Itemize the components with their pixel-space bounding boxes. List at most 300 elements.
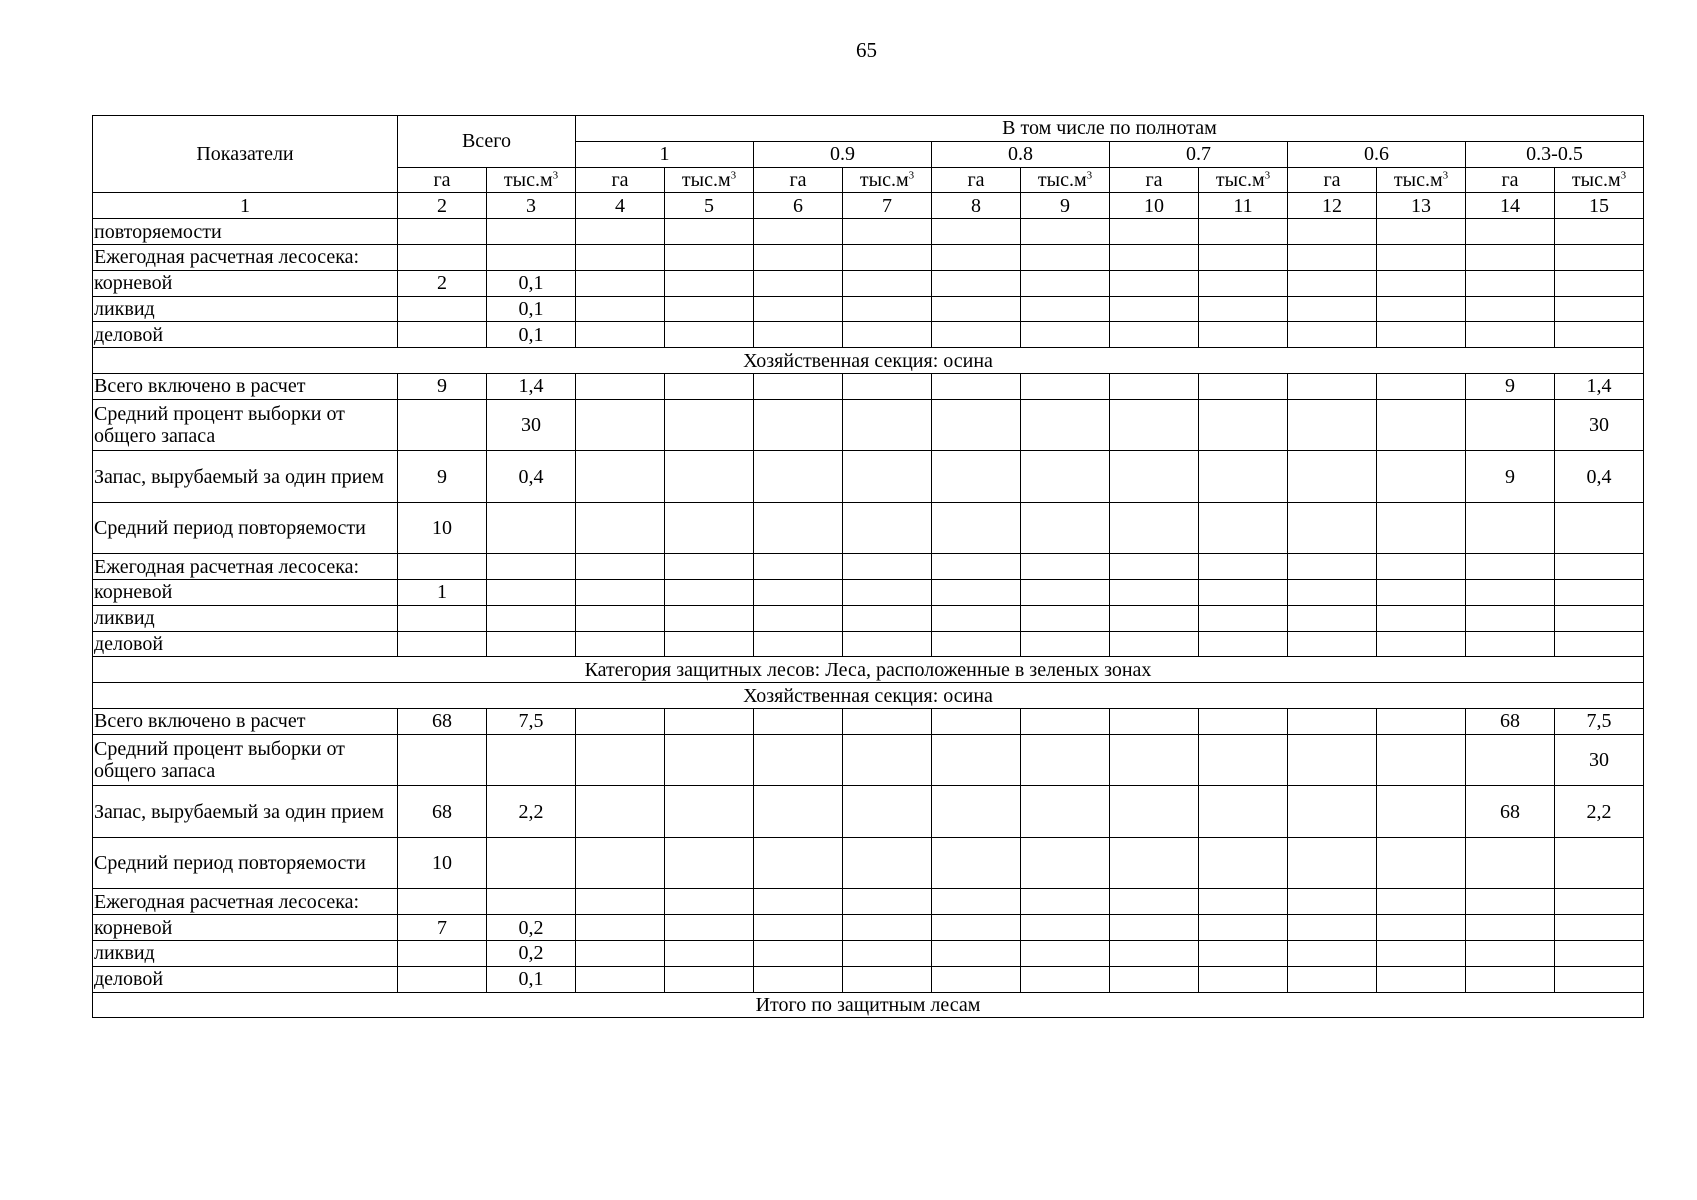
table-cell xyxy=(1466,889,1555,915)
unit-ha-header: га xyxy=(1466,167,1555,193)
row-label: Средний процент выборки от общего запаса xyxy=(93,399,398,451)
table-cell xyxy=(1377,580,1466,606)
including-header: В том числе по полнотам xyxy=(576,116,1644,142)
row-label: деловой xyxy=(93,966,398,992)
table-cell xyxy=(932,786,1021,838)
table-cell xyxy=(754,889,843,915)
table-cell xyxy=(665,270,754,296)
table-cell xyxy=(932,373,1021,399)
table-cell xyxy=(1466,244,1555,270)
unit-ha-header: га xyxy=(932,167,1021,193)
table-cell xyxy=(665,631,754,657)
table-cell xyxy=(665,709,754,735)
table-cell xyxy=(398,399,487,451)
table-cell xyxy=(398,322,487,348)
column-number: 9 xyxy=(1021,193,1110,219)
row-label: ликвид xyxy=(93,605,398,631)
table-cell xyxy=(1466,502,1555,554)
table-cell xyxy=(398,219,487,245)
table-cell xyxy=(487,889,576,915)
density-header: 0.6 xyxy=(1288,141,1466,167)
table-cell xyxy=(1021,709,1110,735)
table-cell xyxy=(843,399,932,451)
table-cell xyxy=(1110,451,1199,503)
table-cell xyxy=(398,966,487,992)
table-row xyxy=(93,734,1644,786)
table-cell xyxy=(665,502,754,554)
table-cell xyxy=(1288,940,1377,966)
unit-volume-exponent: 3 xyxy=(908,169,915,182)
table-cell xyxy=(1199,786,1288,838)
table-cell xyxy=(932,709,1021,735)
row-label: Всего включено в расчет xyxy=(93,373,398,399)
table-cell xyxy=(754,940,843,966)
table-cell xyxy=(398,296,487,322)
table-cell xyxy=(754,244,843,270)
table-cell xyxy=(1288,244,1377,270)
table-cell xyxy=(1199,734,1288,786)
table-cell xyxy=(1110,940,1199,966)
table-cell xyxy=(1377,322,1466,348)
table-cell xyxy=(1466,322,1555,348)
table-cell xyxy=(576,631,665,657)
table-cell xyxy=(665,219,754,245)
table-cell xyxy=(1288,837,1377,889)
table-cell xyxy=(754,966,843,992)
unit-volume-header xyxy=(843,167,932,193)
table-cell xyxy=(1466,580,1555,606)
unit-volume-text: тыс.м xyxy=(681,168,731,191)
table-cell xyxy=(1466,966,1555,992)
table-cell xyxy=(576,554,665,580)
table-cell xyxy=(1110,270,1199,296)
table-cell xyxy=(487,554,576,580)
table-cell xyxy=(1199,940,1288,966)
table-cell xyxy=(1288,219,1377,245)
table-cell xyxy=(1199,219,1288,245)
unit-volume-exponent: 3 xyxy=(1442,169,1449,182)
row-label: корневой xyxy=(93,270,398,296)
table-row xyxy=(93,605,1644,631)
table-cell xyxy=(665,373,754,399)
table-cell xyxy=(665,940,754,966)
table-cell xyxy=(1555,219,1644,245)
table-cell xyxy=(1110,837,1199,889)
table-cell xyxy=(1110,219,1199,245)
table-cell xyxy=(1110,554,1199,580)
column-number: 11 xyxy=(1199,193,1288,219)
table-cell: 2 xyxy=(398,270,487,296)
table-cell xyxy=(1555,270,1644,296)
table-cell xyxy=(487,502,576,554)
table-cell xyxy=(843,915,932,941)
table-row xyxy=(93,966,1644,992)
table-cell xyxy=(1377,502,1466,554)
table-cell xyxy=(1110,631,1199,657)
unit-volume-exponent: 3 xyxy=(1620,169,1627,182)
table-cell xyxy=(932,631,1021,657)
column-number: 5 xyxy=(665,193,754,219)
table-cell xyxy=(843,296,932,322)
table-cell xyxy=(754,399,843,451)
table-cell xyxy=(1021,244,1110,270)
table-cell xyxy=(1021,502,1110,554)
table-row xyxy=(93,399,1644,451)
table-cell: 68 xyxy=(398,786,487,838)
table-row xyxy=(93,554,1644,580)
table-row xyxy=(93,915,1644,941)
table-cell xyxy=(932,889,1021,915)
table-cell xyxy=(1555,296,1644,322)
table-cell xyxy=(932,915,1021,941)
table-cell xyxy=(1377,631,1466,657)
table-cell xyxy=(1555,889,1644,915)
table-cell xyxy=(754,734,843,786)
table-cell xyxy=(1199,244,1288,270)
table-cell xyxy=(1021,322,1110,348)
total-header: Всего xyxy=(398,116,576,168)
table-cell xyxy=(1199,837,1288,889)
table-cell: 30 xyxy=(1555,399,1644,451)
table-cell xyxy=(1021,966,1110,992)
table-cell: 9 xyxy=(1466,451,1555,503)
table-cell xyxy=(398,631,487,657)
row-label: Средний процент выборки от общего запаса xyxy=(93,734,398,786)
table-cell xyxy=(1377,915,1466,941)
table-cell xyxy=(1377,709,1466,735)
table-cell: 68 xyxy=(398,709,487,735)
table-cell xyxy=(1288,554,1377,580)
table-cell xyxy=(754,502,843,554)
table-cell xyxy=(487,631,576,657)
table-cell xyxy=(843,966,932,992)
table-row xyxy=(93,296,1644,322)
column-number: 13 xyxy=(1377,193,1466,219)
table-cell xyxy=(843,502,932,554)
table-cell xyxy=(1466,940,1555,966)
table-cell: 0,2 xyxy=(487,915,576,941)
table-cell: 0,1 xyxy=(487,966,576,992)
table-cell xyxy=(1199,580,1288,606)
table-cell xyxy=(1199,451,1288,503)
page-number: 65 xyxy=(856,38,877,62)
table-cell xyxy=(1288,399,1377,451)
section-title: Итого по защитным лесам xyxy=(93,992,1644,1018)
table-cell xyxy=(1466,270,1555,296)
table-cell xyxy=(1555,322,1644,348)
table-cell: 2,2 xyxy=(487,786,576,838)
table-cell xyxy=(843,709,932,735)
table-cell xyxy=(1377,399,1466,451)
table-cell xyxy=(398,244,487,270)
table-cell xyxy=(487,605,576,631)
row-label: ликвид xyxy=(93,296,398,322)
table-cell xyxy=(1555,966,1644,992)
table-cell xyxy=(1555,605,1644,631)
table-cell xyxy=(1377,605,1466,631)
table-cell xyxy=(576,734,665,786)
table-cell xyxy=(1377,837,1466,889)
table-cell xyxy=(1021,270,1110,296)
table-cell xyxy=(1288,580,1377,606)
table-cell xyxy=(1021,889,1110,915)
table-cell xyxy=(754,786,843,838)
unit-volume-header xyxy=(1199,167,1288,193)
table-row xyxy=(93,270,1644,296)
table-cell xyxy=(398,734,487,786)
table-cell xyxy=(1555,940,1644,966)
table-cell xyxy=(1288,734,1377,786)
table-cell xyxy=(754,631,843,657)
table-cell xyxy=(1377,244,1466,270)
table-cell: 9 xyxy=(398,373,487,399)
table-cell xyxy=(1021,940,1110,966)
table-cell xyxy=(1110,296,1199,322)
table-cell: 0,1 xyxy=(487,296,576,322)
column-number: 14 xyxy=(1466,193,1555,219)
table-cell: 7,5 xyxy=(487,709,576,735)
table-cell xyxy=(1110,786,1199,838)
table-cell xyxy=(843,889,932,915)
table-cell xyxy=(1377,219,1466,245)
table-cell xyxy=(487,219,576,245)
table-cell: 1,4 xyxy=(1555,373,1644,399)
table-cell: 10 xyxy=(398,502,487,554)
unit-ha-header: га xyxy=(754,167,843,193)
table-cell xyxy=(1377,373,1466,399)
table-cell xyxy=(1466,631,1555,657)
table-cell xyxy=(1110,915,1199,941)
indicator-header: Показатели xyxy=(93,116,398,193)
table-cell xyxy=(932,219,1021,245)
table-cell xyxy=(576,502,665,554)
table-cell xyxy=(932,399,1021,451)
table-cell xyxy=(665,889,754,915)
table-cell xyxy=(1021,605,1110,631)
table-cell xyxy=(576,270,665,296)
table-cell xyxy=(1021,296,1110,322)
row-label: Ежегодная расчетная лесосека: xyxy=(93,554,398,580)
table-cell xyxy=(1466,554,1555,580)
table-cell xyxy=(1288,605,1377,631)
table-cell xyxy=(843,837,932,889)
table-header xyxy=(93,116,1644,219)
table-cell xyxy=(1466,915,1555,941)
column-number: 8 xyxy=(932,193,1021,219)
table-cell: 9 xyxy=(398,451,487,503)
table-cell xyxy=(1110,244,1199,270)
section-row xyxy=(93,992,1644,1018)
row-label: повторяемости xyxy=(93,219,398,245)
unit-volume-exponent: 3 xyxy=(1264,169,1271,182)
table-cell xyxy=(665,296,754,322)
unit-volume-header xyxy=(1377,167,1466,193)
unit-volume-header xyxy=(487,167,576,193)
table-cell xyxy=(1377,940,1466,966)
table-cell xyxy=(1288,451,1377,503)
row-label: корневой xyxy=(93,580,398,606)
table-cell xyxy=(665,451,754,503)
section-title: Категория защитных лесов: Леса, расположенные в зеленых зонах xyxy=(93,657,1644,683)
table-cell xyxy=(1110,322,1199,348)
table-cell xyxy=(665,580,754,606)
table-cell xyxy=(1021,399,1110,451)
table-cell: 1 xyxy=(398,580,487,606)
table-cell xyxy=(1199,373,1288,399)
table-row xyxy=(93,940,1644,966)
table-cell xyxy=(1110,709,1199,735)
unit-ha-header: га xyxy=(1110,167,1199,193)
table-cell xyxy=(932,451,1021,503)
column-number: 1 xyxy=(93,193,398,219)
table-cell xyxy=(1199,631,1288,657)
table-cell xyxy=(398,605,487,631)
table-cell xyxy=(576,966,665,992)
table-cell xyxy=(932,502,1021,554)
table-cell xyxy=(1288,502,1377,554)
table-cell xyxy=(1199,966,1288,992)
table-cell xyxy=(1199,554,1288,580)
table-cell xyxy=(932,296,1021,322)
table-cell xyxy=(1555,502,1644,554)
density-header: 0.9 xyxy=(754,141,932,167)
unit-volume-text: тыс.м xyxy=(503,168,553,191)
table-cell xyxy=(1377,451,1466,503)
table-cell xyxy=(843,631,932,657)
table-cell xyxy=(932,837,1021,889)
table-cell xyxy=(665,786,754,838)
density-header: 0.7 xyxy=(1110,141,1288,167)
table-cell xyxy=(843,219,932,245)
table-cell xyxy=(1555,554,1644,580)
table-cell xyxy=(576,915,665,941)
section-title: Хозяйственная секция: осина xyxy=(93,683,1644,709)
unit-volume-text: тыс.м xyxy=(1393,168,1443,191)
table-cell xyxy=(932,605,1021,631)
table-cell xyxy=(1110,580,1199,606)
table-cell xyxy=(576,605,665,631)
unit-ha-header: га xyxy=(398,167,487,193)
table-cell xyxy=(843,270,932,296)
table-cell xyxy=(1466,837,1555,889)
table-cell xyxy=(665,966,754,992)
table-cell xyxy=(665,244,754,270)
table-cell xyxy=(1199,889,1288,915)
table-cell xyxy=(1466,219,1555,245)
table-cell xyxy=(665,734,754,786)
table-cell: 0,2 xyxy=(487,940,576,966)
row-label: корневой xyxy=(93,915,398,941)
table-cell xyxy=(843,786,932,838)
table-cell xyxy=(576,786,665,838)
table-cell xyxy=(576,940,665,966)
table-cell xyxy=(665,399,754,451)
table-cell xyxy=(754,219,843,245)
table-cell xyxy=(1288,915,1377,941)
table-cell xyxy=(754,605,843,631)
row-label: Ежегодная расчетная лесосека: xyxy=(93,889,398,915)
table-cell xyxy=(1110,605,1199,631)
row-label: Средний период повторяемости xyxy=(93,837,398,889)
unit-volume-header xyxy=(1555,167,1644,193)
table-cell xyxy=(1377,889,1466,915)
table-cell xyxy=(1377,786,1466,838)
table-cell xyxy=(1555,915,1644,941)
row-label: деловой xyxy=(93,322,398,348)
table-cell xyxy=(1466,296,1555,322)
table-row xyxy=(93,322,1644,348)
table-row xyxy=(93,786,1644,838)
table-cell xyxy=(843,451,932,503)
column-number: 15 xyxy=(1555,193,1644,219)
table-cell xyxy=(665,837,754,889)
table-cell xyxy=(1021,915,1110,941)
table-cell xyxy=(1288,270,1377,296)
table-cell xyxy=(487,580,576,606)
table-row xyxy=(93,451,1644,503)
table-cell xyxy=(398,940,487,966)
table-cell xyxy=(1110,373,1199,399)
row-label: ликвид xyxy=(93,940,398,966)
table-body xyxy=(93,219,1644,1018)
column-number: 6 xyxy=(754,193,843,219)
table-cell xyxy=(932,244,1021,270)
table-cell xyxy=(843,734,932,786)
table-cell: 10 xyxy=(398,837,487,889)
table-cell xyxy=(576,399,665,451)
table-cell xyxy=(576,451,665,503)
table-cell xyxy=(843,554,932,580)
table-cell xyxy=(665,915,754,941)
table-cell xyxy=(843,322,932,348)
unit-volume-text: тыс.м xyxy=(1037,168,1087,191)
table-row xyxy=(93,244,1644,270)
table-cell xyxy=(1021,786,1110,838)
table-cell xyxy=(665,605,754,631)
table-cell xyxy=(843,244,932,270)
table-cell: 68 xyxy=(1466,786,1555,838)
table-cell xyxy=(576,219,665,245)
density-header: 0.8 xyxy=(932,141,1110,167)
table-cell xyxy=(932,966,1021,992)
density-header: 0.3-0.5 xyxy=(1466,141,1644,167)
table-row xyxy=(93,837,1644,889)
table-cell xyxy=(1110,399,1199,451)
unit-volume-header xyxy=(665,167,754,193)
table-cell xyxy=(1288,966,1377,992)
table-cell xyxy=(843,580,932,606)
section-row xyxy=(93,657,1644,683)
table-cell xyxy=(1555,244,1644,270)
table-cell xyxy=(932,940,1021,966)
row-label: Запас, вырубаемый за один прием xyxy=(93,786,398,838)
table-cell xyxy=(576,296,665,322)
table-cell xyxy=(576,373,665,399)
unit-ha-header: га xyxy=(576,167,665,193)
table-row xyxy=(93,631,1644,657)
table-cell xyxy=(754,837,843,889)
table-cell xyxy=(754,373,843,399)
column-number: 3 xyxy=(487,193,576,219)
table-cell xyxy=(1110,966,1199,992)
table-cell xyxy=(487,837,576,889)
table-cell: 30 xyxy=(1555,734,1644,786)
table-cell xyxy=(1021,451,1110,503)
table-cell xyxy=(754,915,843,941)
table-cell xyxy=(1199,502,1288,554)
column-number: 4 xyxy=(576,193,665,219)
table-cell: 7,5 xyxy=(1555,709,1644,735)
